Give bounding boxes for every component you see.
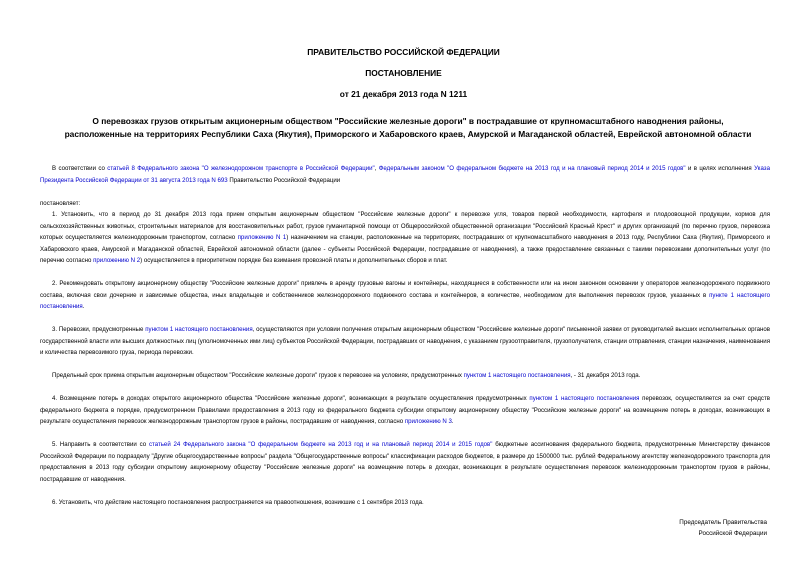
text: Правительство Российской Федерации <box>227 176 341 184</box>
text: 2. Рекомендовать открытому акционерному обществу "Российские железные дороги" привлечь в аренду грузовые вагоны и контейнеры, находящиеся в собственности или на ином законном основании у операторов железнодорожного подвижного состава, включая свои дочерние и зависимые общества, иных владельцев и собственников железнодорожного подвижного состава и контейнеров, в количестве, необходимом для выполнения перевозок грузов, указанных в <box>40 280 770 299</box>
text: В соответствии со <box>52 165 108 172</box>
government-heading: ПРАВИТЕЛЬСТВО РОССИЙСКОЙ ФЕДЕРАЦИИ <box>307 47 500 57</box>
signature-title: Председатель Правительства <box>679 519 767 526</box>
link-appendix-1[interactable]: приложению N 1 <box>237 234 287 241</box>
paragraph-5 <box>40 439 770 485</box>
link-paragraph-1[interactable]: пунктом 1 настоящего постановления <box>145 326 253 333</box>
paragraph-3-deadline <box>40 370 770 382</box>
link-paragraph-1[interactable]: пунктом 1 настоящего постановления <box>529 395 640 402</box>
text: , - 31 декабря 2013 года. <box>570 372 641 379</box>
paragraph-4 <box>40 393 770 428</box>
link-budget-law[interactable]: Федеральным законом "О федеральном бюджете на 2013 год и на плановый период 2014 и 2015 годов" <box>378 165 686 172</box>
text: 4. Возмещение потерь в доходах открытого акционерного общества "Российские железные дороги", возникающих в результате осуществления предусмотренных <box>52 395 530 402</box>
text: , осуществляются при условии получения открытым акционерным обществом "Российские железные дороги" письменной заявки от руководителей высших исполнительных органов государственной власти или высших должностных лиц (уполномоченных ими лиц) субъектов Российской Федерации, пострадавших от наводнения, с указанием грузоотправителя, грузополучателя, станции отправления, станции назначения, наименования и количества перевозимого груза, периода перевозки. <box>40 326 771 356</box>
signature-block <box>567 517 767 539</box>
text: . <box>82 303 85 310</box>
paragraph-1 <box>40 209 770 267</box>
document-date-number: от 21 декабря 2013 года N 1211 <box>339 89 468 99</box>
paragraph-2 <box>40 278 770 313</box>
link-president-decree[interactable]: Указа Президента Российской Федерации от 31 августа 2013 года N 693 <box>40 165 770 184</box>
document-title: О перевозках грузов открытым акционерным обществом "Российские железные дороги" в пострадавшие от крупномасштабного наводнения районы, расположенные на территориях Республики Саха (Якутия), Приморского и Хабаровского краев, Амурской и Магаданской областей, Еврейской автономной области <box>64 116 752 139</box>
decree-word: постановляет: <box>40 199 81 207</box>
link-paragraph-1[interactable]: пунктом 1 настоящего постановления <box>463 372 571 379</box>
document-type: ПОСТАНОВЛЕНИЕ <box>365 68 442 78</box>
text: , <box>374 165 379 172</box>
document-body <box>40 163 770 520</box>
text: перевозок, осуществляется за счет средств федерального бюджета в порядке, предусмотренном Правилами предоставления в 2013 году из федерального бюджета субсидии открытому акционерному обществу "Российские железные дороги" на возмещение потерь в доходах, возникающих в результате осуществления перевозок железнодорожным транспортом грузов в районы, пострадавшие от наводнения, согласно <box>40 395 770 425</box>
text: и в целях исполнения <box>685 165 755 172</box>
paragraph-3 <box>40 324 770 359</box>
text: . <box>451 418 454 425</box>
link-paragraph-1[interactable]: пункте 1 настоящего постановления <box>40 291 770 310</box>
paragraph-6: 6. Установить, что действие настоящего постановления распространяется на правоотношения, возникшие с 1 сентября 2013 года. <box>52 498 424 506</box>
text: ) назначением на станции, расположенные на территориях, пострадавших от крупномасштабного наводнения в 2013 году, Республики Саха (Якутия), Приморского и Хабаровского краев, Амурской и Магаданской областей, Еврейской автономной области (далее - субъекты Российской Федерации, пострадавшие от наводнения), а также предоставление связанных с такими перевозками дополнительных услуг (по перечню согласно <box>40 234 770 264</box>
preamble <box>40 163 770 186</box>
signature-organization: Российской Федерации <box>698 530 767 537</box>
text: ) осуществляется в приоритетном порядке без взимания провозной платы и дополнительных сборов и плат. <box>140 257 448 264</box>
link-budget-law-article-24[interactable]: статьей 24 Федерального закона "О федеральном бюджете на 2013 год и на плановый период 2014 и 2015 годов" <box>148 441 493 448</box>
text: 5. Направить в соответствии со <box>52 441 149 448</box>
link-appendix-2[interactable]: приложению N 2 <box>93 257 141 264</box>
text: Предельный срок приема открытым акционерным обществом "Российские железные дороги" грузов к перевозке на условиях, предусмотренных <box>52 372 464 379</box>
text: бюджетные ассигнования федерального бюджета, предусмотренные Министерству финансов Российской Федерации по подразделу "Другие общегосударственные вопросы" раздела "Общегосударственные вопросы" классификации расходов бюджетов, в размере до 1500000 тыс. рублей Федеральному агентству железнодорожного транспорта для предоставления в 2013 году субсидии открытому акционерному обществу "Российские железные дороги" на возмещение потерь в доходах, возникающих в результате осуществления перевозок железнодорожным транспортом грузов в районы, пострадавшие от наводнения. <box>40 441 770 483</box>
link-railway-law-article-8[interactable]: статьей 8 Федерального закона "О железнодорожном транспорте в Российской Федерации" <box>107 165 375 172</box>
text: 1. Установить, что в период до 31 декабря 2013 года прием открытым акционерным обществом "Российские железные дороги" к перевозке угля, товаров первой необходимости, картофеля и плодоовощной продукции, кормов для сельскохозяйственных животных, строительных материалов для восстановительных работ, грузов гуманитарной помощи от Общероссийской общественной организации "Российский Красный Крест" и других организаций (по перечню грузов, перевозка которых осуществляется железнодорожным транспортом, согласно <box>40 211 770 241</box>
text: 3. Перевозки, предусмотренные <box>52 326 146 333</box>
link-appendix-3[interactable]: приложению N 3 <box>404 418 452 425</box>
